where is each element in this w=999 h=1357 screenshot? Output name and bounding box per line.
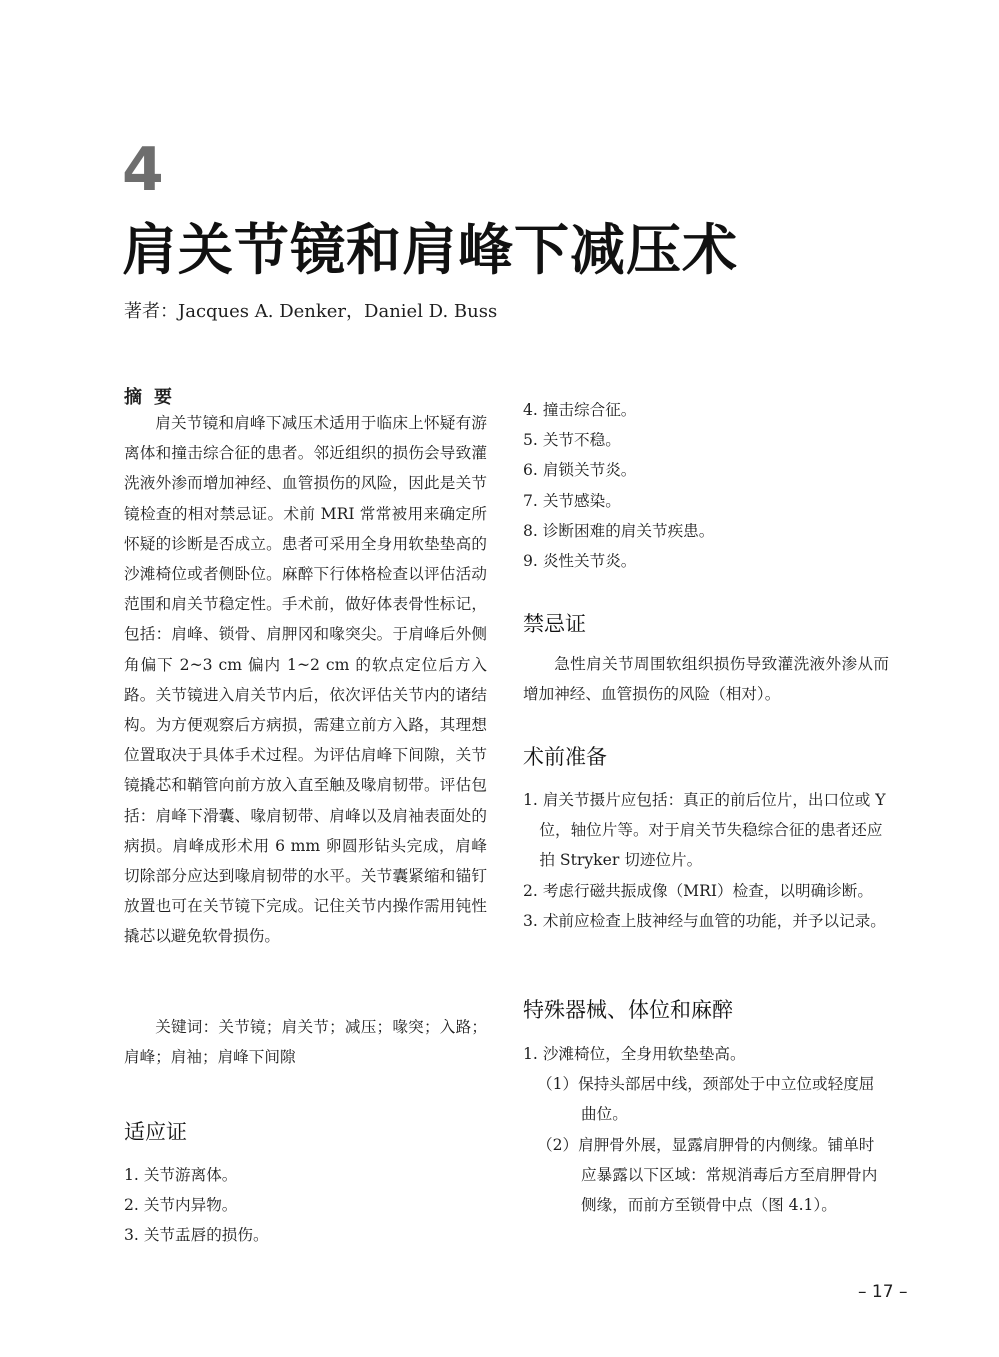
list-item: 1. 关节游离体。 [124, 1166, 238, 1184]
list-item: 1. 沙滩椅位，全身用软垫垫高。 [523, 1045, 746, 1063]
list-item: 1. 肩关节摄片应包括：真正的前后位片，出口位或 Y 位，轴位片等。对于肩关节失稳综合征的患者还应拍 Stryker 切迹位片。 [523, 791, 886, 870]
indications-heading: 适应证 [124, 1120, 187, 1144]
list-item: 2. 关节内异物。 [124, 1196, 238, 1215]
chapter-title: 肩关节镜和肩峰下减压术 [122, 218, 739, 282]
indications-list-right [523, 395, 889, 576]
authors: 著者：Jacques A. Denker，Daniel D. Buss [124, 301, 498, 322]
equipment-heading: 特殊器械、体位和麻醉 [523, 998, 733, 1022]
list-item: 2. 考虑行磁共振成像（MRI）检查，以明确诊断。 [523, 881, 873, 900]
list-item: （2）肩胛骨外展，显露肩胛骨的内侧缘。铺单时应暴露以下区域：常规消毒后方至肩胛骨内侧缘，而前方至锁骨中点（图 4.1）。 [537, 1135, 878, 1215]
list-item: 9. 炎性关节炎。 [523, 552, 637, 571]
list-item: 6. 肩锁关节炎。 [523, 461, 637, 480]
chapter-number: 4 [122, 135, 164, 205]
list-item: 5. 关节不稳。 [523, 431, 621, 450]
preop-list [523, 785, 889, 936]
abstract-heading: 摘要 [124, 387, 184, 408]
list-item: 8. 诊断困难的肩关节疾患。 [523, 521, 715, 540]
list-item: （1）保持头部居中线，颈部处于中立位或轻度屈曲位。 [537, 1075, 875, 1124]
contraindications-body: 急性肩关节周围软组织损伤导致灌洗液外渗从而增加神经、血管损伤的风险（相对）。 [523, 655, 889, 704]
preop-heading: 术前准备 [523, 745, 607, 769]
abstract-keywords: 关键词：关节镜；肩关节；减压；喙突；入路；肩峰；肩袖；肩峰下间隙 [124, 1018, 487, 1067]
abstract-body: 肩关节镜和肩峰下减压术适用于临床上怀疑有游离体和撞击综合征的患者。邻近组织的损伤会导致灌洗液外渗而增加神经、血管损伤的风险，因此是关节镜检查的相对禁忌证。术前 MRI 常常被用来确定所怀疑的诊断是否成立。患者可采用全身用软垫垫高的沙滩椅位或者侧卧位。麻醉下行体格检查以评估活动范围和肩关节稳定性。手术前，做好体表骨性标记，包括：肩峰、锁骨、肩胛冈和喙突尖。于肩峰后外侧角偏下 2~3 cm 偏内 1~2 cm 的软点定位后方入路。关节镜进入肩关节内后，依次评估关节内的诸结构。为方便观察后方病损，需建立前方入路，其理想位置取决于具体手术过程。为评估肩峰下间隙，关节镜撬芯和鞘管向前方放入直至触及喙肩韧带。评估包括：肩峰下滑囊、喙肩韧带、肩峰以及肩袖表面处的病损。肩峰成形术用 6 mm 卵圆形钻头完成，肩峰切除部分应达到喙肩韧带的水平。关节囊紧缩和锚钉放置也可在关节镜下完成。记住关节内操作需用钝性撬芯以避免软骨损伤。 [124, 414, 487, 946]
equipment-list [523, 1039, 889, 1220]
list-item: 3. 术前应检查上肢神经与血管的功能，并予以记录。 [523, 911, 886, 930]
contraindications-heading: 禁忌证 [523, 612, 586, 636]
list-item: 3. 关节盂唇的损伤。 [124, 1226, 269, 1245]
page-number: – 17 – [858, 1282, 908, 1302]
list-item: 7. 关节感染。 [523, 491, 621, 510]
indications-list-left [124, 1160, 487, 1251]
list-item: 4. 撞击综合征。 [523, 401, 637, 419]
